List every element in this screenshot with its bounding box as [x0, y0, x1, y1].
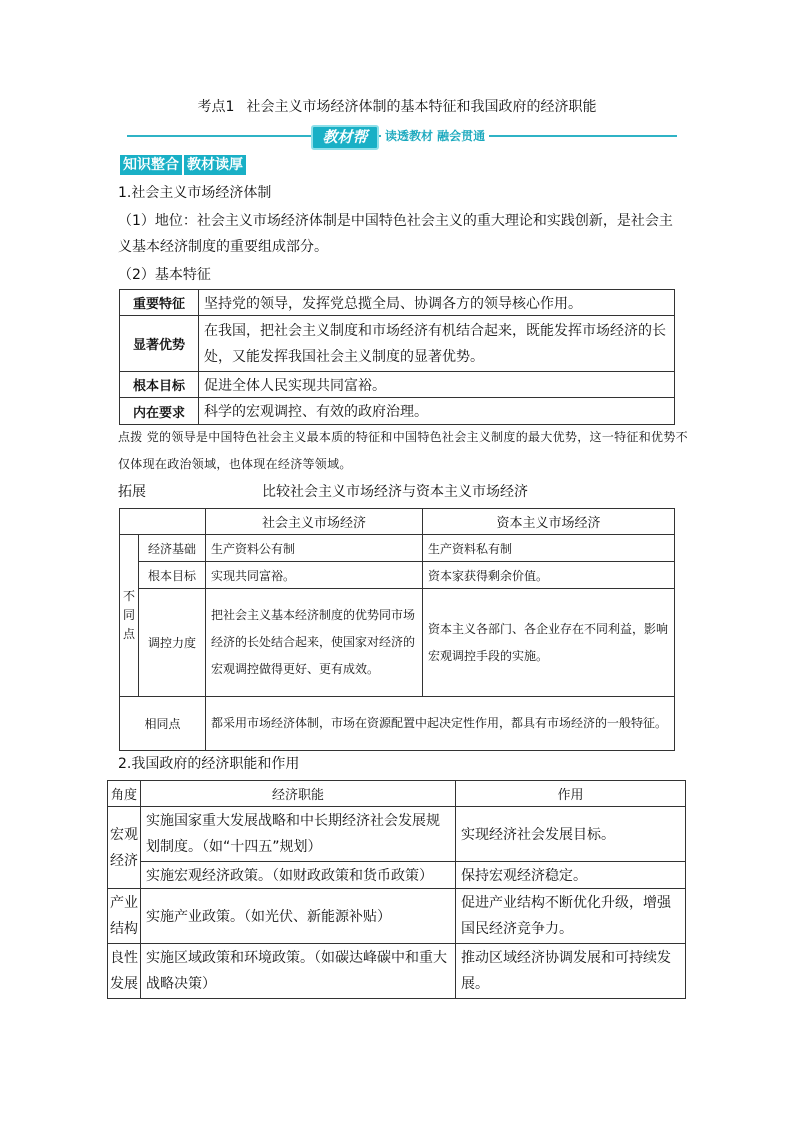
section2-heading: 2.我国政府的经济职能和作用 — [118, 756, 300, 772]
table-row — [120, 697, 675, 751]
tip-note: 点拨 党的领导是中国特色社会主义最本质的特征和中国特色社会主义制度的最大优势，这一特征和优势不仅体现在政治领域，也体现在经济等领域。 — [118, 430, 688, 471]
compare-cap: 资本家获得剩余价值。 — [423, 562, 675, 589]
effect-cell: 保持宏观经济稳定。 — [456, 862, 686, 889]
table-row — [120, 372, 675, 398]
diff-label-text: 不同点 — [123, 589, 136, 641]
compare-soc: 生产资料公有制 — [206, 535, 423, 562]
compare-table — [119, 508, 675, 751]
table-row — [108, 944, 686, 999]
textbook-banner — [117, 122, 687, 152]
header-effect: 作用 — [456, 781, 686, 807]
effect-cell: 促进产业结构不断优化升级，增强国民经济竞争力。 — [456, 889, 686, 944]
angle-good: 良性发展 — [110, 950, 138, 992]
feature-label: 内在要求 — [120, 398, 199, 425]
compare-label: 经济基础 — [139, 535, 206, 562]
function-cell: 实施国家重大发展战略和中长期经济社会发展规划制度。（如“十四五”规划） — [141, 807, 456, 862]
section1-position: （1）地位：社会主义市场经济体制是中国特色社会主义的重大理论和实践创新，是社会主义基本经济制度的重要组成部分。 — [118, 213, 673, 255]
angle-label — [108, 889, 141, 944]
diff-label — [120, 535, 139, 697]
extension-title: 比较社会主义市场经济与资本主义市场经济 — [262, 484, 528, 500]
angle-label — [108, 807, 141, 889]
table-row — [120, 509, 675, 535]
angle-industry: 产业结构 — [110, 895, 138, 937]
same-label: 相同点 — [120, 697, 206, 751]
feature-label: 根本目标 — [120, 372, 199, 398]
banner-slogan: 读透教材 融会贯通 — [381, 127, 489, 144]
feature-text: 促进全体人民实现共同富裕。 — [199, 372, 675, 398]
table-row — [120, 290, 675, 316]
table-row — [108, 807, 686, 862]
angle-macro: 宏观经济 — [110, 826, 138, 869]
function-cell: 实施产业政策。（如光伏、新能源补贴） — [141, 889, 456, 944]
header-function: 经济职能 — [141, 781, 456, 807]
compare-label: 根本目标 — [139, 562, 206, 589]
function-cell: 实施区域政策和环境政策。（如碳达峰碳中和重大战略决策） — [141, 944, 456, 999]
compare-label: 调控力度 — [139, 589, 206, 697]
features-table — [119, 289, 675, 425]
functions-table — [107, 780, 686, 999]
feature-label: 重要特征 — [120, 290, 199, 316]
same-text: 都采用市场经济体制，市场在资源配置中起决定性作用，都具有市场经济的一般特征。 — [206, 697, 675, 751]
tag-textbook: 教材读厚 — [184, 155, 246, 175]
extension-label: 拓展 — [118, 484, 146, 500]
angle-label — [108, 944, 141, 999]
title-text: 社会主义市场经济体制的基本特征和我国政府的经济职能 — [246, 99, 597, 115]
function-cell: 实施宏观经济政策。（如财政政策和货币政策） — [141, 862, 456, 889]
section-tags — [120, 155, 248, 175]
effect-cell: 实现经济社会发展目标。 — [456, 807, 686, 862]
title-number: 考点1 — [197, 99, 235, 115]
table-row — [120, 562, 675, 589]
tag-knowledge: 知识整合 — [120, 155, 182, 175]
feature-text: 科学的宏观调控、有效的政府治理。 — [199, 398, 675, 425]
feature-text: 在我国，把社会主义制度和市场经济有机结合起来，既能发挥市场经济的长处，又能发挥我国社会主义制度的显著优势。 — [199, 316, 675, 372]
table-row — [108, 781, 686, 807]
table-row — [108, 862, 686, 889]
table-row — [120, 398, 675, 425]
header-socialist: 社会主义市场经济 — [206, 509, 423, 535]
table-row — [108, 889, 686, 944]
header-angle: 角度 — [108, 781, 141, 807]
compare-soc: 把社会主义基本经济制度的优势同市场经济的长处结合起来，使国家对经济的宏观调控做得更好、更有成效。 — [206, 589, 423, 697]
banner-badge: 教材帮 — [311, 125, 379, 150]
compare-cap: 资本主义各部门、各企业存在不同利益，影响宏观调控手段的实施。 — [423, 589, 675, 697]
feature-label: 显著优势 — [120, 316, 199, 372]
table-row — [120, 535, 675, 562]
header-capitalist: 资本主义市场经济 — [423, 509, 675, 535]
table-row — [120, 589, 675, 697]
section1-heading: 1.社会主义市场经济体制 — [118, 185, 272, 201]
table-row — [120, 316, 675, 372]
page-title — [0, 96, 794, 116]
compare-cap: 生产资料私有制 — [423, 535, 675, 562]
compare-soc: 实现共同富裕。 — [206, 562, 423, 589]
blank-cell — [120, 509, 206, 535]
feature-text: 坚持党的领导，发挥党总揽全局、协调各方的领导核心作用。 — [199, 290, 675, 316]
section1-features-heading: （2）基本特征 — [118, 267, 211, 283]
effect-cell: 推动区域经济协调发展和可持续发展。 — [456, 944, 686, 999]
